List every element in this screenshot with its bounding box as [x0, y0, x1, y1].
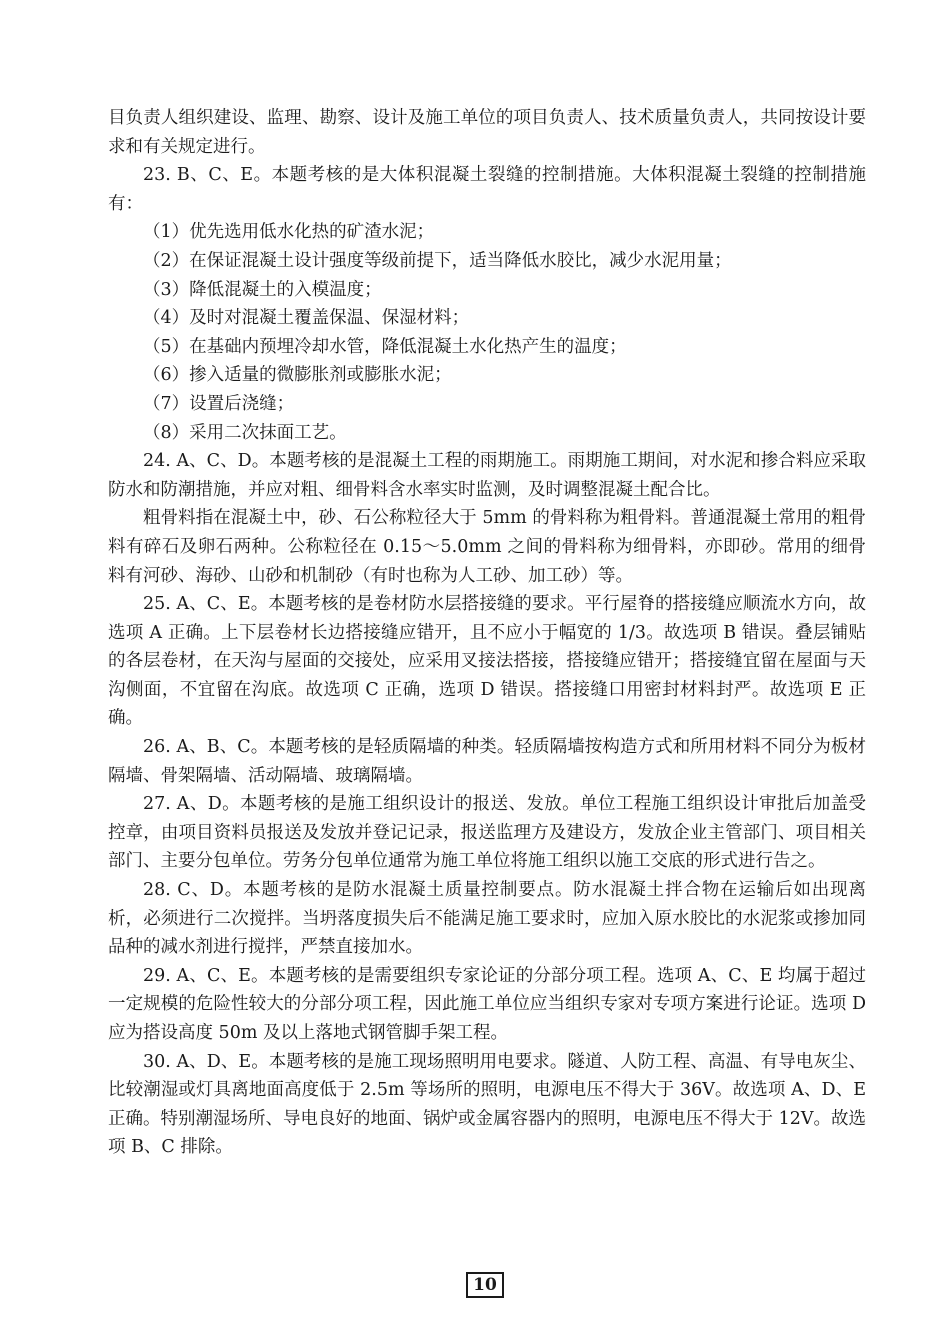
list-item: （1）优先选用低水化热的矿渣水泥；	[143, 222, 435, 243]
answer-30: 30. A、D、E。本题考核的是施工现场照明用电要求。隧道、人防工程、高温、有导电灰尘、比较潮湿或灯具离地面高度低于 2.5m 等场所的照明，电源电压不得大于 36V。故选项 A、D、E 正确。特别潮湿场所、导电良好的地面、锅炉或金属容器内的照明，电源电压不得大于 12V。故选项 B、C 排除。	[108, 1051, 866, 1158]
answer-28: 28. C、D。本题考核的是防水混凝土质量控制要点。防水混凝土拌合物在运输后如出现离析，必须进行二次搅拌。当坍落度损失后不能满足施工要求时，应加入原水胶比的水泥浆或掺加同品种的减水剂进行搅拌，严禁直接加水。	[108, 880, 866, 958]
page-number: 10	[466, 1272, 504, 1298]
answer-explanations	[108, 104, 866, 1162]
list-item: （7）设置后浇缝；	[143, 393, 295, 414]
answer-29: 29. A、C、E。本题考核的是需要组织专家论证的分部分项工程。选项 A、C、E 均属于超过一定规模的危险性较大的分部分项工程，因此施工单位应当组织专家对专项方案进行论证。选项 D 应为搭设高度 50m 及以上落地式钢管脚手架工程。	[108, 965, 866, 1043]
answer-27: 27. A、D。本题考核的是施工组织设计的报送、发放。单位工程施工组织设计审批后加盖受控章，由项目资料员报送及发放并登记记录，报送监理方及建设方，发放企业主管部门、项目相关部门、主要分包单位。劳务分包单位通常为施工单位将施工组织以施工交底的形式进行告之。	[108, 794, 866, 872]
list-item: （4）及时对混凝土覆盖保温、保湿材料；	[143, 308, 470, 329]
answer-24: 24. A、C、D。本题考核的是混凝土工程的雨期施工。雨期施工期间，对水泥和掺合料应采取防水和防潮措施，并应对粗、细骨料含水率实时监测，及时调整混凝土配合比。	[108, 451, 866, 500]
answer-26: 26. A、B、C。本题考核的是轻质隔墙的种类。轻质隔墙按构造方式和所用材料不同分为板材隔墙、骨架隔墙、活动隔墙、玻璃隔墙。	[108, 737, 866, 786]
list-item: （6）掺入适量的微膨胀剂或膨胀水泥；	[143, 365, 452, 386]
answer-23: 23. B、C、E。本题考核的是大体积混凝土裂缝的控制措施。大体积混凝土裂缝的控制措施有：	[108, 165, 866, 214]
answer-25: 25. A、C、E。本题考核的是卷材防水层搭接缝的要求。平行屋脊的搭接缝应顺流水方向，故选项 A 正确。上下层卷材长边搭接缝应错开，且不应小于幅宽的 1/3。故选项 B 错误。叠层铺贴的各层卷材，在天沟与屋面的交接处，应采用叉接法搭接，搭接缝应错开；搭接缝宜留在屋面与天沟侧面，不宜留在沟底。故选项 C 正确，选项 D 错误。搭接缝口用密封材料封严。故选项 E 正确。	[108, 594, 866, 729]
list-item: （3）降低混凝土的入模温度；	[143, 279, 382, 300]
answer-24-note: 粗骨料指在混凝土中，砂、石公称粒径大于 5mm 的骨料称为粗骨料。普通混凝土常用的粗骨料有碎石及卵石两种。公称粒径在 0.15～5.0mm 之间的骨料称为细骨料，亦即砂。常用的细骨料有河砂、海砂、山砂和机制砂（有时也称为人工砂、加工砂）等。	[108, 508, 866, 586]
paragraph-continued: 目负责人组织建设、监理、勘察、设计及施工单位的项目负责人、技术质量负责人，共同按设计要求和有关规定进行。	[108, 108, 866, 157]
list-item: （5）在基础内预埋冷却水管，降低混凝土水化热产生的温度；	[143, 336, 627, 357]
list-item: （8）采用二次抹面工艺。	[143, 422, 347, 443]
list-item: （2）在保证混凝土设计强度等级前提下，适当降低水胶比，减少水泥用量；	[143, 250, 732, 271]
